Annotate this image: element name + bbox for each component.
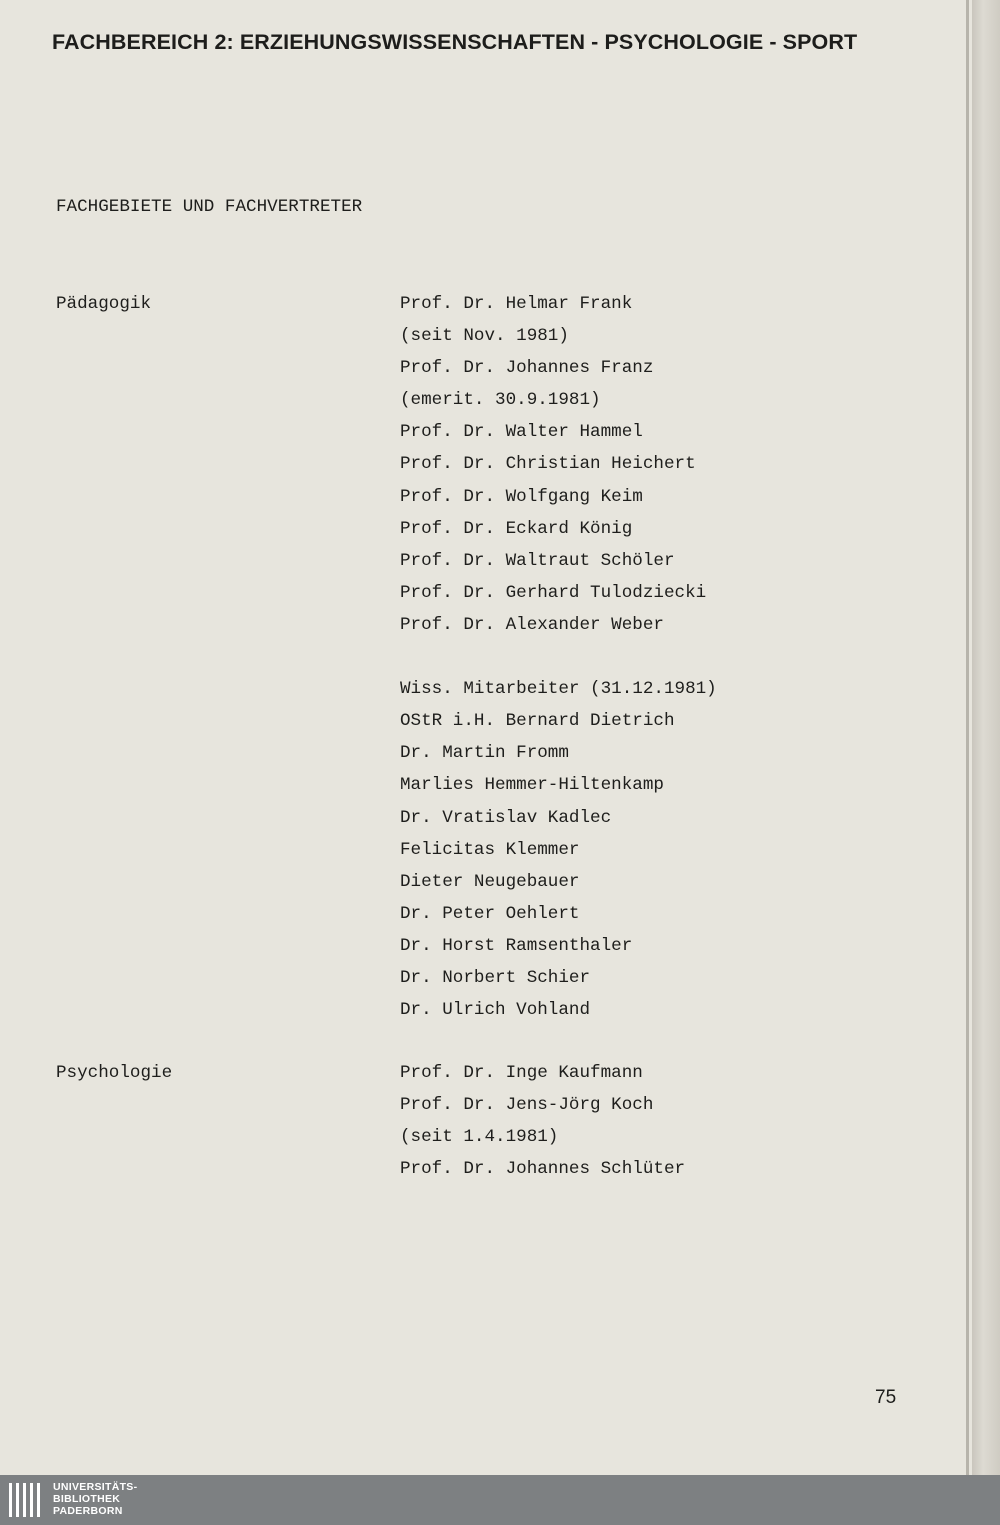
list-item: Dr. Ulrich Vohland <box>400 1000 591 1021</box>
list-spacer <box>400 641 717 673</box>
page-number: 75 <box>875 1387 897 1408</box>
list-item: Prof. Dr. Johannes Franz <box>400 358 654 379</box>
list-item: Dr. Peter Oehlert <box>400 903 580 924</box>
list-item: Dr. Horst Ramsenthaler <box>400 935 633 956</box>
list-item: Dr. Norbert Schier <box>400 967 591 988</box>
section-title: FACHGEBIETE UND FACHVERTRETER <box>56 197 363 217</box>
list-item: Prof. Dr. Helmar Frank <box>400 294 633 314</box>
list-item: (emerit. 30.9.1981) <box>400 390 601 411</box>
list-item: Dr. Vratislav Kadlec <box>400 807 612 828</box>
list-item: (seit Nov. 1981) <box>400 326 569 347</box>
library-logo-icon <box>6 1479 46 1521</box>
subject-label-psychologie: Psychologie <box>56 1063 173 1083</box>
list-item: Felicitas Klemmer <box>400 839 580 860</box>
staff-list-psychologie <box>400 1057 685 1185</box>
page-header: FACHBEREICH 2: ERZIEHUNGSWISSENSCHAFTEN - PSYCHOLOGIE - SPORT <box>52 30 858 54</box>
staff-list-paedagogik <box>400 288 717 1026</box>
list-item: (seit 1.4.1981) <box>400 1127 559 1148</box>
list-item: Prof. Dr. Inge Kaufmann <box>400 1063 643 1083</box>
list-item: OStR i.H. Bernard Dietrich <box>400 711 675 732</box>
list-item: Marlies Hemmer-Hiltenkamp <box>400 775 664 796</box>
library-name-line: PADERBORN <box>53 1505 123 1517</box>
list-item: Prof. Dr. Christian Heichert <box>400 454 696 475</box>
list-item-subheading: Wiss. Mitarbeiter (31.12.1981) <box>400 679 717 700</box>
subject-label-paedagogik: Pädagogik <box>56 294 152 314</box>
list-item: Prof. Dr. Wolfgang Keim <box>400 486 643 507</box>
list-item: Prof. Dr. Eckard König <box>400 518 633 539</box>
library-name-line: UNIVERSITÄTS- <box>53 1481 138 1493</box>
list-item: Prof. Dr. Jens-Jörg Koch <box>400 1095 654 1116</box>
list-item: Dieter Neugebauer <box>400 871 580 892</box>
list-item: Prof. Dr. Gerhard Tulodziecki <box>400 582 707 603</box>
list-item: Prof. Dr. Alexander Weber <box>400 614 664 635</box>
list-item: Prof. Dr. Johannes Schlüter <box>400 1159 686 1180</box>
page-edge <box>972 0 1000 1475</box>
library-footer <box>0 1475 1000 1525</box>
page-gutter-line <box>966 0 969 1475</box>
list-item: Prof. Dr. Walter Hammel <box>400 422 643 443</box>
library-name-line: BIBLIOTHEK <box>53 1493 121 1505</box>
library-name <box>53 1481 137 1517</box>
list-item: Dr. Martin Fromm <box>400 743 569 764</box>
list-item: Prof. Dr. Waltraut Schöler <box>400 550 675 571</box>
